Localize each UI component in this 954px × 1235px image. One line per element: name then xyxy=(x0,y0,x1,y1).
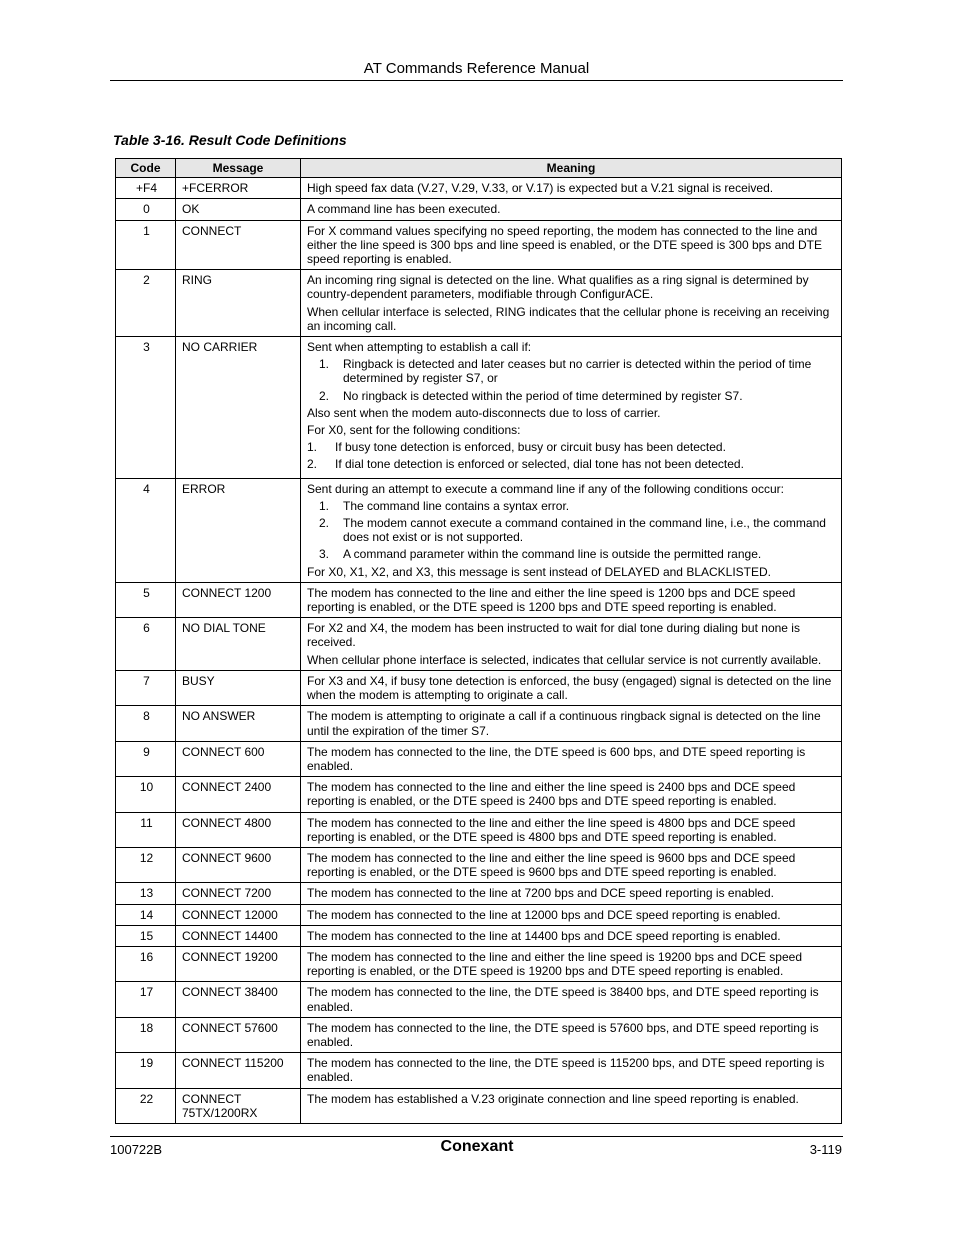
meaning-list-item xyxy=(307,457,837,471)
table-body xyxy=(116,178,842,1124)
cell-message: BUSY xyxy=(176,670,301,705)
meaning-paragraph: Also sent when the modem auto-disconnects due to loss of carrier. xyxy=(307,405,661,420)
cell-code: 22 xyxy=(116,1088,176,1123)
meaning-paragraph: For X3 and X4, if busy tone detection is enforced, the busy (engaged) signal is detected on the line when the modem is attempting to originate a call. xyxy=(307,673,832,703)
cell-message: OK xyxy=(176,199,301,220)
meaning-paragraph: The modem has connected to the line and either the line speed is 9600 bps and DCE speed reporting is enabled, or the DTE speed is 9600 bps and DTE speed reporting is enabled. xyxy=(307,850,796,880)
list-item-text: If dial tone detection is enforced or selected, dial tone has not been detected. xyxy=(335,457,744,472)
meaning-paragraph: The modem is attempting to originate a call if a continuous ringback signal is detected on the line until the expiration of the timer S7. xyxy=(307,709,821,738)
meaning-paragraph: Sent during an attempt to execute a command line if any of the following conditions occur: xyxy=(307,481,784,496)
list-item-number: 1. xyxy=(318,498,329,513)
cell-message: NO CARRIER xyxy=(176,337,301,479)
cell-code: 4 xyxy=(116,478,176,582)
cell-code: +F4 xyxy=(116,178,176,199)
cell-meaning xyxy=(301,582,842,617)
cell-message: CONNECT 7200 xyxy=(176,883,301,904)
meaning-paragraph: The modem has connected to the line and either the line speed is 1200 bps and DCE speed reporting is enabled, or the DTE speed is 1200 bps and DTE speed reporting is enabled. xyxy=(307,585,796,615)
table-row xyxy=(116,946,842,981)
list-item-text: The command line contains a syntax error. xyxy=(343,498,570,513)
table-row xyxy=(116,1017,842,1052)
cell-code: 15 xyxy=(116,925,176,946)
cell-message: CONNECT 115200 xyxy=(176,1053,301,1088)
cell-meaning xyxy=(301,812,842,847)
list-item-text: A command parameter within the command line is outside the permitted range. xyxy=(343,547,762,562)
column-header-message: Message xyxy=(176,159,301,178)
cell-message: CONNECT xyxy=(176,220,301,270)
cell-message: CONNECT 12000 xyxy=(176,904,301,925)
table-row xyxy=(116,337,842,479)
list-item-number: 1. xyxy=(307,440,318,455)
table-row xyxy=(116,1088,842,1123)
table-row xyxy=(116,812,842,847)
meaning-paragraph: The modem has connected to the line, the DTE speed is 57600 bps, and DTE speed reporting is enabled. xyxy=(307,1020,819,1049)
meaning-paragraph: The modem has connected to the line and either the line speed is 19200 bps and DCE speed reporting is enabled, or the DTE speed is 19200 bps and DTE speed reporting is enabled. xyxy=(307,949,802,979)
cell-meaning xyxy=(301,199,842,220)
meaning-paragraph: The modem has connected to the line, the DTE speed is 600 bps, and DTE speed reporting is enabled. xyxy=(307,744,806,773)
cell-meaning xyxy=(301,670,842,705)
cell-meaning xyxy=(301,1053,842,1088)
cell-message: CONNECT 38400 xyxy=(176,982,301,1017)
table-row xyxy=(116,582,842,617)
meaning-list-item xyxy=(307,357,837,385)
table-row xyxy=(116,1053,842,1088)
column-header-meaning: Meaning xyxy=(301,159,842,178)
table-row xyxy=(116,777,842,812)
cell-meaning xyxy=(301,178,842,199)
meaning-list-item xyxy=(307,547,837,561)
cell-code: 12 xyxy=(116,847,176,882)
cell-code: 17 xyxy=(116,982,176,1017)
cell-meaning xyxy=(301,1017,842,1052)
meaning-paragraph: High speed fax data (V.27, V.29, V.33, or V.17) is expected but a V.21 signal is received. xyxy=(307,181,774,196)
meaning-paragraph: For X command values specifying no speed reporting, the modem has connected to the line and either the line speed is 300 bps and line speed is enabled, or the DTE speed is 300 bps and DTE speed reporting is enabled. xyxy=(307,223,822,267)
cell-code: 1 xyxy=(116,220,176,270)
cell-code: 0 xyxy=(116,199,176,220)
cell-message: +FCERROR xyxy=(176,178,301,199)
table-row xyxy=(116,847,842,882)
table-row xyxy=(116,982,842,1017)
cell-code: 9 xyxy=(116,741,176,776)
meaning-paragraph: The modem has connected to the line and either the line speed is 4800 bps and DCE speed reporting is enabled, or the DTE speed is 4800 bps and DTE speed reporting is enabled. xyxy=(307,815,796,844)
list-item-number: 2. xyxy=(307,457,318,472)
cell-meaning xyxy=(301,904,842,925)
document-number: 100722B xyxy=(110,1142,163,1157)
table-row xyxy=(116,270,842,337)
cell-message: NO ANSWER xyxy=(176,706,301,741)
cell-meaning xyxy=(301,741,842,776)
result-code-table xyxy=(115,158,842,1124)
meaning-paragraph: The modem has connected to the line, the DTE speed is 115200 bps, and DTE speed reporting is enabled. xyxy=(307,1056,825,1085)
cell-meaning xyxy=(301,270,842,337)
meaning-paragraph: For X0, sent for the following conditions: xyxy=(307,423,521,438)
cell-message: CONNECT 2400 xyxy=(176,777,301,812)
cell-meaning xyxy=(301,1088,842,1123)
table-row xyxy=(116,199,842,220)
footer-divider xyxy=(110,1136,843,1137)
table-header xyxy=(116,159,842,178)
cell-meaning xyxy=(301,618,842,671)
cell-meaning xyxy=(301,337,842,479)
cell-meaning xyxy=(301,883,842,904)
meaning-paragraph: An incoming ring signal is detected on the line. What qualifies as a ring signal is determined by country-dependent parameters, modifiable through ConfigurACE. xyxy=(307,273,809,302)
list-item-text: The modem cannot execute a command contained in the command line, i.e., the command does not exist or is not supported. xyxy=(343,516,826,545)
list-item-number: 3. xyxy=(318,547,329,562)
table-row xyxy=(116,220,842,270)
meaning-paragraph: A command line has been executed. xyxy=(307,202,501,217)
header-row xyxy=(116,159,842,178)
table-row xyxy=(116,741,842,776)
meaning-paragraph: The modem has connected to the line at 12000 bps and DCE speed reporting is enabled. xyxy=(307,907,781,922)
table-row xyxy=(116,478,842,582)
cell-code: 11 xyxy=(116,812,176,847)
cell-message: CONNECT 9600 xyxy=(176,847,301,882)
cell-meaning xyxy=(301,478,842,582)
cell-code: 3 xyxy=(116,337,176,479)
cell-code: 10 xyxy=(116,777,176,812)
list-item-text: If busy tone detection is enforced, busy or circuit busy has been detected. xyxy=(335,440,726,455)
list-item-text: No ringback is detected within the period of time determined by register S7. xyxy=(343,388,743,403)
cell-meaning xyxy=(301,946,842,981)
company-name: Conexant xyxy=(440,1138,514,1155)
cell-code: 7 xyxy=(116,670,176,705)
table-row xyxy=(116,706,842,741)
cell-message: CONNECT 19200 xyxy=(176,946,301,981)
list-item-number: 2. xyxy=(318,516,329,531)
cell-code: 14 xyxy=(116,904,176,925)
cell-message: NO DIAL TONE xyxy=(176,618,301,671)
list-item-number: 1. xyxy=(318,357,329,372)
meaning-paragraph: When cellular interface is selected, RING indicates that the cellular phone is receiving an receiving an incoming call. xyxy=(307,304,830,333)
meaning-paragraph: For X2 and X4, the modem has been instructed to wait for dial tone during dialing but none is received. xyxy=(307,621,800,650)
cell-code: 8 xyxy=(116,706,176,741)
meaning-paragraph: The modem has connected to the line, the DTE speed is 38400 bps, and DTE speed reporting is enabled. xyxy=(307,985,819,1014)
column-header-code: Code xyxy=(116,159,176,178)
cell-code: 2 xyxy=(116,270,176,337)
cell-code: 5 xyxy=(116,582,176,617)
page-header-title: AT Commands Reference Manual xyxy=(363,60,590,77)
cell-meaning xyxy=(301,777,842,812)
table-row xyxy=(116,883,842,904)
cell-meaning xyxy=(301,220,842,270)
meaning-list-item xyxy=(307,499,837,513)
meaning-paragraph: The modem has connected to the line at 14400 bps and DCE speed reporting is enabled. xyxy=(307,928,781,943)
meaning-paragraph: The modem has connected to the line and either the line speed is 2400 bps and DCE speed reporting is enabled, or the DTE speed is 2400 bps and DTE speed reporting is enabled. xyxy=(307,780,796,809)
cell-meaning xyxy=(301,706,842,741)
meaning-list-item xyxy=(307,516,837,544)
meaning-paragraph: When cellular phone interface is selected, indicates that cellular service is not currently available. xyxy=(307,652,822,667)
meaning-paragraph: For X0, X1, X2, and X3, this message is sent instead of DELAYED and BLACKLISTED. xyxy=(307,564,772,579)
page-number: 3-119 xyxy=(809,1142,842,1157)
header-divider xyxy=(110,80,843,81)
table-caption: Table 3-16. Result Code Definitions xyxy=(113,132,347,148)
cell-message: RING xyxy=(176,270,301,337)
table-row xyxy=(116,178,842,199)
cell-meaning xyxy=(301,847,842,882)
meaning-paragraph: The modem has connected to the line at 7200 bps and DCE speed reporting is enabled. xyxy=(307,886,774,901)
cell-message: CONNECT 4800 xyxy=(176,812,301,847)
cell-code: 16 xyxy=(116,946,176,981)
cell-meaning xyxy=(301,925,842,946)
list-item-number: 2. xyxy=(318,388,329,403)
meaning-list-item xyxy=(307,389,837,403)
list-item-text: Ringback is detected and later ceases but no carrier is detected within the period of time determined by register S7, or xyxy=(343,357,812,386)
cell-code: 19 xyxy=(116,1053,176,1088)
cell-code: 6 xyxy=(116,618,176,671)
cell-code: 18 xyxy=(116,1017,176,1052)
meaning-paragraph: Sent when attempting to establish a call if: xyxy=(307,340,532,355)
cell-code: 13 xyxy=(116,883,176,904)
cell-meaning xyxy=(301,982,842,1017)
cell-message: CONNECT 75TX/1200RX xyxy=(176,1088,301,1123)
table-row xyxy=(116,618,842,671)
table-row xyxy=(116,670,842,705)
table-row xyxy=(116,904,842,925)
meaning-list-item xyxy=(307,440,837,454)
meaning-paragraph: The modem has established a V.23 originate connection and line speed reporting is enabled. xyxy=(307,1091,799,1106)
table-row xyxy=(116,925,842,946)
cell-message: CONNECT 600 xyxy=(176,741,301,776)
cell-message: CONNECT 57600 xyxy=(176,1017,301,1052)
cell-message: CONNECT 14400 xyxy=(176,925,301,946)
cell-message: CONNECT 1200 xyxy=(176,582,301,617)
cell-message: ERROR xyxy=(176,478,301,582)
